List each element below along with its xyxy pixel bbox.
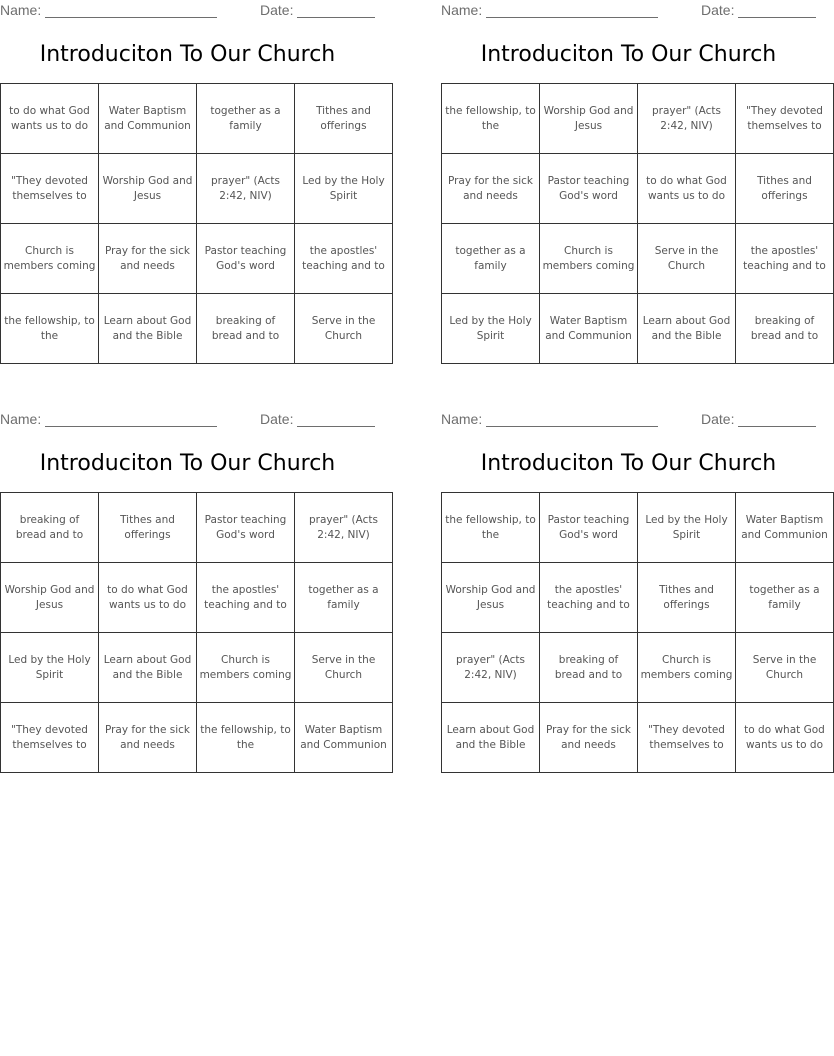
grid-cell: Learn about God and the Bible [99, 633, 197, 703]
name-label: Name: [441, 2, 483, 18]
grid-cell: to do what God wants us to do [1, 84, 99, 154]
grid-cell: Serve in the Church [638, 224, 736, 294]
name-date-row [0, 2, 375, 20]
name-label: Name: [0, 411, 42, 427]
grid-cell: Tithes and offerings [99, 493, 197, 563]
grid-cell: Led by the Holy Spirit [638, 493, 736, 563]
grid-row [1, 294, 393, 364]
grid-cell: Church is members coming [1, 224, 99, 294]
grid-cell: the apostles' teaching and to [736, 224, 834, 294]
grid-cell: to do what God wants us to do [638, 154, 736, 224]
date-label: Date: [260, 411, 294, 427]
grid-cell: "They devoted themselves to [638, 703, 736, 773]
grid-cell: prayer" (Acts 2:42, NIV) [442, 633, 540, 703]
grid-cell: Serve in the Church [736, 633, 834, 703]
grid-cell: Worship God and Jesus [540, 84, 638, 154]
grid-row [1, 703, 393, 773]
date-field-line [738, 426, 816, 427]
grid-cell: the fellowship, to the [442, 493, 540, 563]
grid-row [1, 154, 393, 224]
grid-cell: Church is members coming [638, 633, 736, 703]
grid-row [442, 563, 834, 633]
grid-cell: Worship God and Jesus [1, 563, 99, 633]
grid-cell: Church is members coming [197, 633, 295, 703]
grid-cell: prayer" (Acts 2:42, NIV) [295, 493, 393, 563]
grid-cell: Pray for the sick and needs [99, 224, 197, 294]
grid-cell: the fellowship, to the [197, 703, 295, 773]
grid-cell: Tithes and offerings [295, 84, 393, 154]
grid-row [442, 84, 834, 154]
card-title: Introduciton To Our Church [480, 451, 777, 476]
bingo-card [0, 0, 385, 370]
grid-cell: together as a family [197, 84, 295, 154]
grid-cell: Church is members coming [540, 224, 638, 294]
bingo-card [441, 409, 828, 779]
name-field-line [486, 426, 658, 427]
grid-row [442, 633, 834, 703]
grid-cell: the fellowship, to the [1, 294, 99, 364]
grid-cell: "They devoted themselves to [1, 154, 99, 224]
grid-cell: Worship God and Jesus [99, 154, 197, 224]
grid-cell: Pastor teaching God's word [540, 154, 638, 224]
bingo-card [441, 0, 826, 370]
grid-cell: breaking of bread and to [1, 493, 99, 563]
grid-cell: Pray for the sick and needs [540, 703, 638, 773]
grid-row [1, 633, 393, 703]
grid-cell: Learn about God and the Bible [99, 294, 197, 364]
card-title: Introduciton To Our Church [39, 42, 336, 67]
name-field-line [45, 17, 217, 18]
grid-cell: Worship God and Jesus [442, 563, 540, 633]
grid-row [442, 294, 834, 364]
grid-row [442, 493, 834, 563]
date-label: Date: [260, 2, 294, 18]
bingo-card [0, 409, 387, 779]
grid-cell: Led by the Holy Spirit [442, 294, 540, 364]
grid-row [442, 703, 834, 773]
card-title: Introduciton To Our Church [480, 42, 777, 67]
grid-cell: Learn about God and the Bible [638, 294, 736, 364]
grid-row [442, 154, 834, 224]
grid-cell: the apostles' teaching and to [540, 563, 638, 633]
grid-row [1, 493, 393, 563]
grid-cell: Serve in the Church [295, 294, 393, 364]
grid-cell: Pastor teaching God's word [197, 224, 295, 294]
grid-row [1, 84, 393, 154]
bingo-grid [441, 83, 834, 364]
grid-cell: breaking of bread and to [540, 633, 638, 703]
grid-row [442, 224, 834, 294]
grid-row [1, 224, 393, 294]
grid-cell: Pastor teaching God's word [197, 493, 295, 563]
grid-cell: prayer" (Acts 2:42, NIV) [197, 154, 295, 224]
grid-cell: Serve in the Church [295, 633, 393, 703]
date-field-line [297, 17, 375, 18]
grid-cell: "They devoted themselves to [736, 84, 834, 154]
name-label: Name: [441, 411, 483, 427]
bingo-grid [0, 492, 393, 773]
grid-cell: the fellowship, to the [442, 84, 540, 154]
grid-cell: Tithes and offerings [736, 154, 834, 224]
date-label: Date: [701, 2, 735, 18]
grid-cell: Water Baptism and Communion [736, 493, 834, 563]
grid-cell: Led by the Holy Spirit [1, 633, 99, 703]
grid-cell: prayer" (Acts 2:42, NIV) [638, 84, 736, 154]
date-label: Date: [701, 411, 735, 427]
grid-row [1, 563, 393, 633]
grid-cell: the apostles' teaching and to [295, 224, 393, 294]
grid-cell: "They devoted themselves to [1, 703, 99, 773]
grid-cell: Tithes and offerings [638, 563, 736, 633]
grid-cell: together as a family [442, 224, 540, 294]
grid-cell: together as a family [736, 563, 834, 633]
bingo-grid [0, 83, 393, 364]
grid-cell: Pastor teaching God's word [540, 493, 638, 563]
grid-cell: Learn about God and the Bible [442, 703, 540, 773]
grid-cell: Pray for the sick and needs [99, 703, 197, 773]
grid-cell: Pray for the sick and needs [442, 154, 540, 224]
grid-cell: breaking of bread and to [736, 294, 834, 364]
grid-cell: Water Baptism and Communion [295, 703, 393, 773]
grid-cell: to do what God wants us to do [736, 703, 834, 773]
name-date-row [0, 411, 375, 429]
name-date-row [441, 2, 816, 20]
bingo-grid [441, 492, 834, 773]
name-field-line [45, 426, 217, 427]
grid-cell: Led by the Holy Spirit [295, 154, 393, 224]
card-title: Introduciton To Our Church [39, 451, 336, 476]
name-field-line [486, 17, 658, 18]
grid-cell: Water Baptism and Communion [99, 84, 197, 154]
grid-cell: to do what God wants us to do [99, 563, 197, 633]
grid-cell: together as a family [295, 563, 393, 633]
grid-cell: the apostles' teaching and to [197, 563, 295, 633]
date-field-line [738, 17, 816, 18]
grid-cell: breaking of bread and to [197, 294, 295, 364]
grid-cell: Water Baptism and Communion [540, 294, 638, 364]
name-date-row [441, 411, 816, 429]
name-label: Name: [0, 2, 42, 18]
date-field-line [297, 426, 375, 427]
